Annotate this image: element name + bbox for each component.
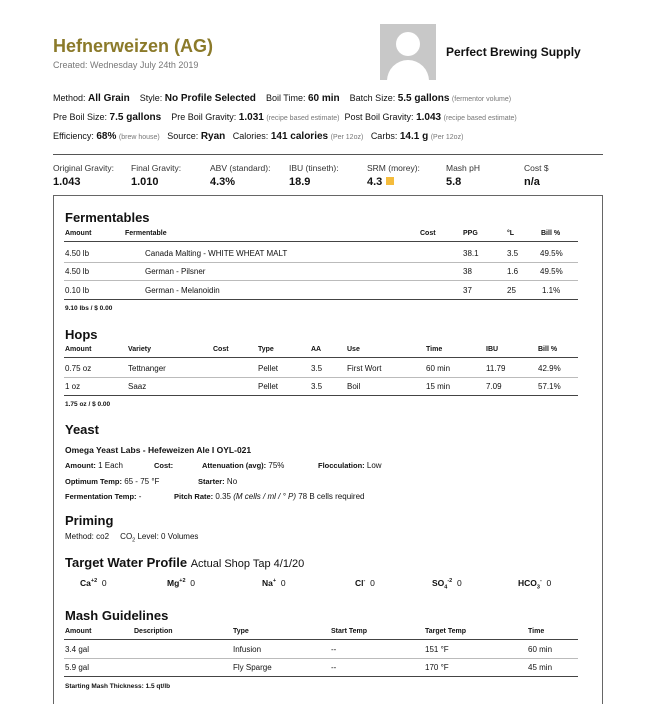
calories-label: Calories: (232, 131, 269, 141)
yeast-ferm-temp-value: - (138, 492, 142, 501)
created-date: Created: Wednesday July 24th 2019 (53, 60, 199, 70)
ion-sodium (262, 578, 286, 588)
og-value: 1.043 (53, 176, 81, 188)
abv-value: 4.3% (210, 176, 236, 188)
yeast-attenuation-label: Attenuation (avg): (202, 461, 267, 470)
ferm-row-3-amount: 0.10 lb (65, 286, 90, 295)
avatar (380, 24, 436, 80)
ion-calcium-value: 0 (101, 578, 107, 588)
yeast-cost-label: Cost: (154, 461, 174, 470)
efficiency-value: 68% (96, 131, 117, 142)
hops-header-use: Use (347, 346, 360, 353)
style-label: Style: (139, 93, 163, 103)
yeast-ferm-temp-label: Fermentation Temp: (65, 492, 137, 501)
yeast-attenuation-value: 75% (268, 461, 285, 470)
source-value: Ryan (200, 131, 226, 142)
yeast-title: Yeast (65, 422, 99, 437)
ferm-row-1-amount: 4.50 lb (65, 249, 90, 258)
hops-row-2-ibu: 7.09 (486, 382, 502, 391)
mash-header-amount: Amount (65, 628, 92, 635)
ferm-row-rule (64, 280, 578, 281)
ion-bicarbonate-value: 0 (546, 578, 552, 588)
yeast-line-1 (65, 461, 123, 470)
ion-calcium (80, 578, 107, 588)
hops-row-1-aa: 3.5 (311, 364, 323, 373)
mash-header-target-temp: Target Temp (425, 628, 466, 635)
ferm-bottom-rule (64, 299, 578, 300)
mash-header-description: Description (134, 628, 173, 635)
ion-calcium-symbol: Ca (80, 578, 91, 588)
priming-method-value: co2 (96, 532, 110, 541)
fermentables-title: Fermentables (65, 210, 150, 225)
ferm-header-amount: Amount (65, 230, 92, 237)
priming-method-label: Method: (65, 532, 94, 541)
avatar-head-icon (396, 32, 420, 56)
hops-row-2-bill: 57.1% (538, 382, 561, 391)
yeast-ferm-temp (65, 492, 141, 501)
mash-thickness (65, 683, 170, 690)
ion-sodium-charge: + (272, 578, 277, 585)
ion-sulfate-subscript: 4 (444, 584, 448, 591)
mash-row-2-start-temp: -- (331, 663, 337, 672)
ferm-header-bill: Bill % (541, 230, 561, 237)
pre-boil-gravity-note: (recipe based estimate) (266, 115, 340, 122)
hops-row-1-variety: Tettnanger (128, 364, 166, 373)
recipe-title: Hefnerweizen (AG) (53, 36, 214, 56)
yeast-starter (198, 477, 237, 486)
abv-label: ABV (standard): (210, 163, 271, 173)
avatar-body-icon (387, 60, 429, 80)
srm-color-swatch (386, 177, 394, 185)
hops-row-2-variety: Saaz (128, 382, 147, 391)
yeast-pitch-rate-cells: 78 B cells required (298, 492, 365, 501)
yeast-pitch-rate-value: 0.35 (215, 492, 231, 501)
cost-value: n/a (524, 176, 540, 188)
ferm-row-rule (64, 262, 578, 263)
pre-boil-gravity-value: 1.031 (238, 112, 264, 123)
ion-chloride-charge: - (363, 578, 366, 585)
co2-level-suffix: Level: (135, 532, 159, 541)
yeast-flocculation-label: Flocculation: (318, 461, 365, 470)
ferm-row-2-ppg: 38 (463, 267, 472, 276)
yeast-pitch-rate-unit: (M cells / ml / ° P) (233, 492, 296, 501)
stats-divider (53, 154, 603, 155)
mash-row-1-time: 60 min (528, 645, 553, 654)
mash-row-rule (64, 658, 578, 659)
batch-size-note: (fermentor volume) (451, 96, 512, 103)
yeast-amount-value: 1 Each (98, 461, 123, 470)
hops-row-1-type: Pellet (258, 364, 279, 373)
hops-header-aa: AA (311, 346, 322, 353)
hops-row-2-aa: 3.5 (311, 382, 323, 391)
ferm-row-1-lovibond: 3.5 (507, 249, 519, 258)
yeast-pitch-rate (174, 492, 365, 501)
ion-magnesium (167, 578, 195, 588)
boil-time-label: Boil Time: (265, 93, 306, 103)
hops-row-1-use: First Wort (347, 364, 382, 373)
yeast-attenuation (202, 461, 284, 470)
ferm-row-1-bill: 49.5% (540, 249, 563, 258)
ferm-row-2-name: German - Pilsner (145, 267, 206, 276)
ion-sodium-value: 0 (280, 578, 286, 588)
ferm-row-1-name: Canada Malting - WHITE WHEAT MALT (145, 249, 288, 258)
hops-total: 1.75 oz / $ 0.00 (65, 401, 111, 408)
pre-boil-size-value: 7.5 gallons (109, 112, 162, 123)
carbs-note: (Per 12oz) (430, 134, 464, 141)
hops-row-2-type: Pellet (258, 382, 279, 391)
co2-level-label: CO (120, 532, 133, 541)
srm-stat (367, 176, 394, 188)
ferm-header-lovibond: °L (507, 230, 515, 237)
post-boil-gravity-value: 1.043 (416, 112, 442, 123)
hops-header-bill: Bill % (538, 346, 558, 353)
hops-header-time: Time (426, 346, 443, 353)
ferm-row-3-ppg: 37 (463, 286, 472, 295)
mash-row-2-time: 45 min (528, 663, 553, 672)
boil-time-value: 60 min (307, 93, 340, 104)
ion-calcium-charge: +2 (90, 578, 98, 585)
srm-value: 4.3 (367, 176, 383, 188)
mash-guidelines-title: Mash Guidelines (65, 608, 169, 623)
hops-row-2-time: 15 min (426, 382, 451, 391)
ferm-row-3-name: German - Melanoidin (145, 286, 220, 295)
water-title-text: Target Water Profile (65, 555, 188, 570)
ion-bicarbonate (518, 578, 551, 591)
meta-line-2 (53, 112, 517, 123)
carbs-label: Carbs: (370, 131, 398, 141)
mash-header-rule (64, 639, 578, 640)
pre-boil-gravity-label: Pre Boil Gravity: (171, 112, 237, 122)
fg-label: Final Gravity: (131, 163, 182, 173)
ferm-header-fermentable: Fermentable (125, 230, 167, 237)
og-label: Original Gravity: (53, 163, 114, 173)
priming-details (65, 532, 198, 544)
yeast-starter-label: Starter: (198, 477, 225, 486)
ibu-value: 18.9 (289, 176, 311, 188)
calories-note: (Per 12oz) (330, 134, 364, 141)
batch-size-value: 5.5 gallons (397, 93, 450, 104)
ferm-row-1-ppg: 38.1 (463, 249, 479, 258)
ferm-row-2-amount: 4.50 lb (65, 267, 90, 276)
ion-magnesium-charge: +2 (179, 578, 186, 585)
ferm-row-2-lovibond: 1.6 (507, 267, 519, 276)
mash-thickness-label: Starting Mash Thickness: (65, 683, 144, 690)
mash-header-start-temp: Start Temp (331, 628, 368, 635)
mash-ph-value: 5.8 (446, 176, 462, 188)
yeast-name: Omega Yeast Labs - Hefeweizen Ale I OYL-021 (65, 445, 252, 455)
ion-sulfate-value: 0 (456, 578, 462, 588)
pre-boil-size-label: Pre Boil Size: (53, 112, 108, 122)
hops-header-cost: Cost (213, 346, 229, 353)
ion-magnesium-symbol: Mg (167, 578, 180, 588)
yeast-optimum-temp-value: 65 - 75 °F (124, 477, 160, 486)
yeast-optimum-temp-label: Optimum Temp: (65, 477, 122, 486)
source-label: Source: (167, 131, 199, 141)
water-profile-name: Actual Shop Tap 4/1/20 (190, 558, 305, 570)
ion-chloride (355, 578, 375, 588)
ion-bicarbonate-charge: - (539, 578, 542, 585)
carbs-value: 14.1 g (399, 131, 429, 142)
srm-label: SRM (morey): (367, 163, 420, 173)
hops-row-2-amount: 1 oz (65, 382, 81, 391)
batch-size-label: Batch Size: (349, 93, 396, 103)
yeast-starter-value: No (226, 477, 238, 486)
yeast-flocculation (318, 461, 382, 470)
ion-magnesium-value: 0 (190, 578, 196, 588)
ferm-row-3-lovibond: 25 (507, 286, 516, 295)
mash-row-2-target-temp: 170 °F (425, 663, 449, 672)
mash-bottom-rule (64, 676, 578, 677)
post-boil-gravity-note: (recipe based estimate) (443, 115, 517, 122)
hops-row-1-ibu: 11.79 (486, 364, 506, 373)
hops-header-rule (64, 357, 578, 358)
ion-chloride-symbol: Cl (355, 578, 364, 588)
yeast-cost (154, 461, 173, 470)
mash-row-1-target-temp: 151 °F (425, 645, 449, 654)
hops-header-amount: Amount (65, 346, 92, 353)
mash-thickness-value: 1.5 qt/lb (145, 683, 171, 690)
fg-value: 1.010 (131, 176, 159, 188)
hops-title: Hops (65, 327, 98, 342)
yeast-amount-label: Amount: (65, 461, 96, 470)
efficiency-label: Efficiency: (53, 131, 94, 141)
ion-bicarbonate-symbol: HCO (518, 578, 537, 588)
ion-sulfate-charge: -2 (447, 578, 453, 585)
mash-row-2-amount: 5.9 gal (65, 663, 90, 672)
mash-header-time: Time (528, 628, 545, 635)
hops-row-1-amount: 0.75 oz (65, 364, 92, 373)
mash-row-2-type: Fly Sparge (233, 663, 272, 672)
ion-sulfate-symbol: SO (432, 578, 445, 588)
style-value: No Profile Selected (164, 93, 256, 104)
mash-row-1-start-temp: -- (331, 645, 337, 654)
mash-row-1-type: Infusion (233, 645, 262, 654)
ibu-label: IBU (tinseth): (289, 163, 339, 173)
ferm-row-2-bill: 49.5% (540, 267, 563, 276)
hops-row-1-bill: 42.9% (538, 364, 561, 373)
ion-sodium-symbol: Na (262, 578, 273, 588)
yeast-pitch-rate-label: Pitch Rate: (174, 492, 214, 501)
mash-row-1-amount: 3.4 gal (65, 645, 90, 654)
ferm-header-cost: Cost (420, 230, 436, 237)
co2-subscript: 2 (132, 537, 136, 544)
water-profile-title (65, 555, 304, 570)
ion-sulfate (432, 578, 462, 591)
meta-line-1 (53, 93, 511, 104)
hops-row-1-time: 60 min (426, 364, 451, 373)
co2-level-value: 0 Volumes (161, 532, 199, 541)
ion-chloride-value: 0 (370, 578, 375, 588)
hops-row-2-use: Boil (347, 382, 361, 391)
hops-row-rule (64, 377, 578, 378)
ferm-header-rule (64, 241, 578, 242)
mash-ph-label: Mash pH (446, 163, 481, 173)
hops-bottom-rule (64, 395, 578, 396)
brand-name: Perfect Brewing Supply (446, 45, 581, 59)
hops-header-type: Type (258, 346, 274, 353)
efficiency-note: (brew house) (118, 134, 160, 141)
ferm-header-ppg: PPG (463, 230, 478, 237)
hops-header-ibu: IBU (486, 346, 499, 353)
ion-bicarbonate-subscript: 3 (536, 584, 540, 591)
ferm-total: 9.10 lbs / $ 0.00 (65, 305, 113, 312)
hops-header-variety: Variety (128, 346, 151, 353)
method-label: Method: (53, 93, 86, 103)
meta-line-3 (53, 131, 463, 142)
yeast-flocculation-value: Low (366, 461, 382, 470)
calories-value: 141 calories (270, 131, 329, 142)
post-boil-gravity-label: Post Boil Gravity: (344, 112, 414, 122)
priming-title: Priming (65, 513, 114, 528)
yeast-optimum-temp (65, 477, 159, 486)
method-value: All Grain (88, 93, 130, 104)
ferm-row-3-bill: 1.1% (542, 286, 561, 295)
cost-label: Cost $ (524, 163, 549, 173)
mash-header-type: Type (233, 628, 249, 635)
